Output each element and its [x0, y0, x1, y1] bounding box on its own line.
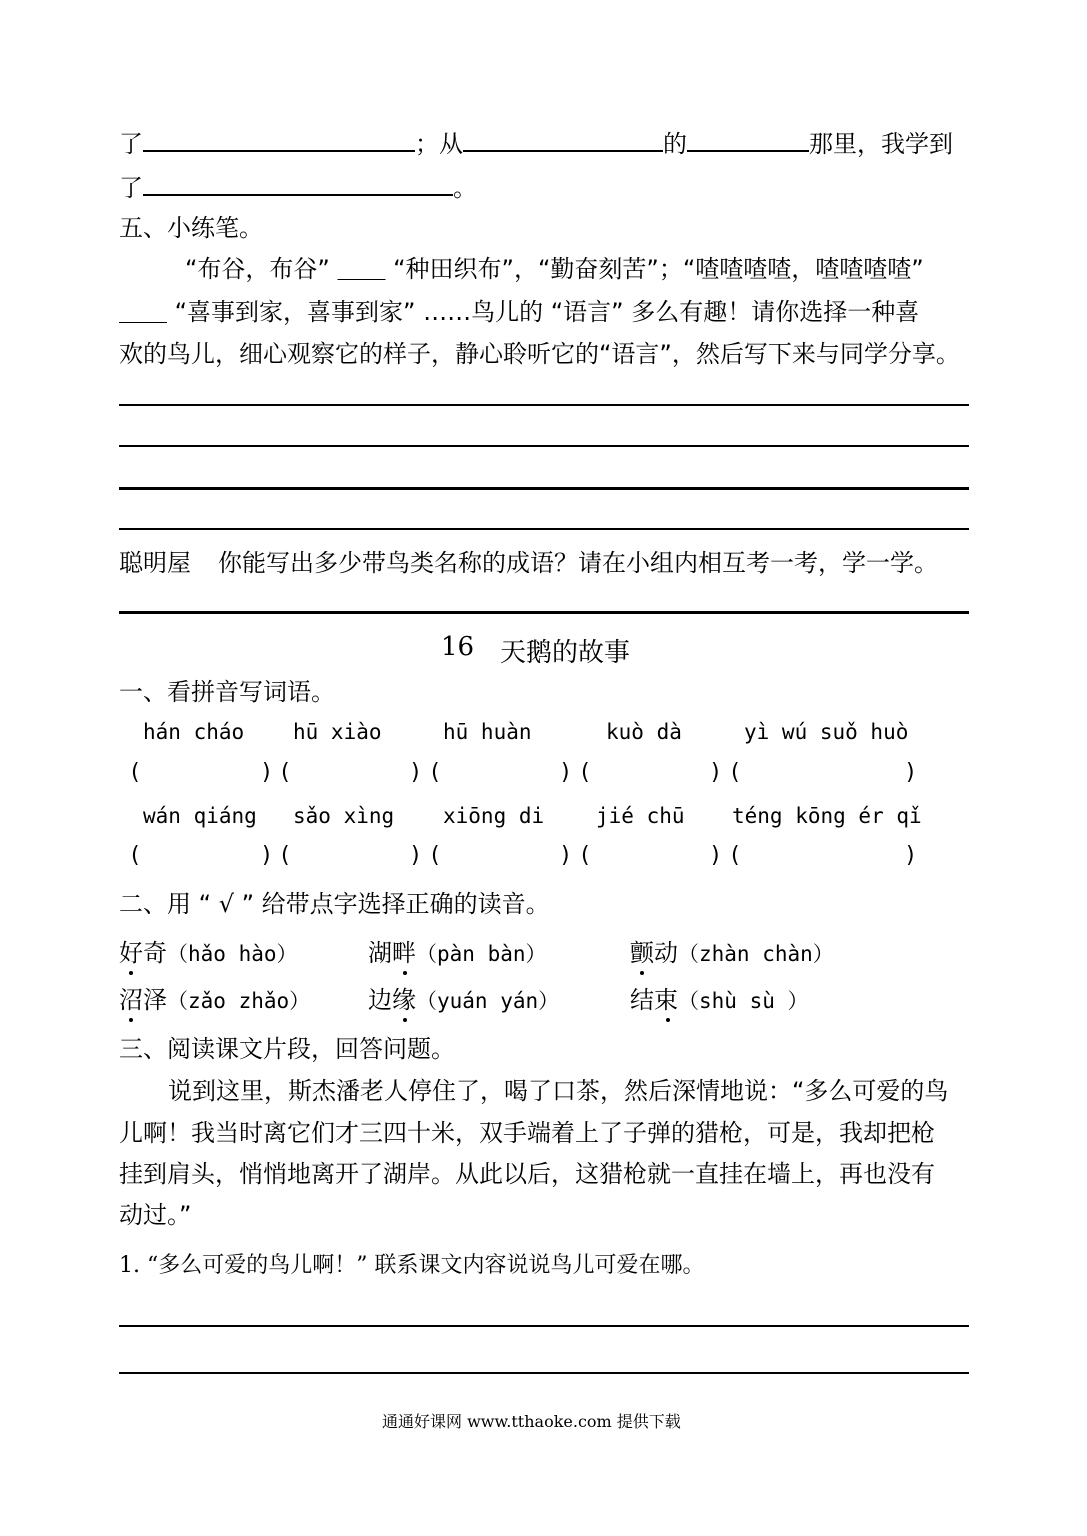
text-segment: 那里，我学到	[809, 130, 953, 158]
pinyin-item: sǎo xìng	[293, 804, 395, 828]
reading-options[interactable]: （shù sù ）	[678, 989, 809, 1013]
pinyin-item: xiōng di	[443, 804, 545, 828]
writing-line[interactable]	[119, 611, 969, 614]
text-segment: 了	[119, 130, 143, 158]
passage-line: 动过。”	[119, 1201, 192, 1229]
dotted-word: 颤动	[630, 939, 678, 967]
section5-paragraph-line-1: “布谷，布谷” ＿＿ “种田织布”，“勤奋刻苦”；“喳喳喳喳，喳喳喳喳”	[185, 255, 924, 283]
paren-close: )	[906, 760, 915, 785]
dotted-word: 结束	[630, 986, 678, 1014]
dotted-word: 湖畔	[368, 939, 416, 967]
paren-close: )	[561, 760, 570, 785]
emphasis-dot	[403, 1018, 407, 1022]
reading-options[interactable]: （yuán yán）	[416, 989, 560, 1013]
paren-open: (	[131, 760, 140, 785]
section5-heading: 五、小练笔。	[119, 214, 263, 242]
pinyin-item: hū huàn	[443, 720, 532, 744]
pronunciation-item	[368, 985, 559, 1016]
pinyin-item: wán qiáng	[143, 804, 257, 828]
footer-source: 通通好课网 www.tthaoke.com 提供下载	[382, 1412, 681, 1431]
paren-open: (	[131, 843, 140, 868]
blank-line[interactable]	[687, 128, 809, 152]
part2-heading: 二、用 “ √ ” 给带点字选择正确的读音。	[119, 890, 550, 918]
paren-open: (	[431, 843, 440, 868]
paren-close: )	[906, 843, 915, 868]
lesson-number: 16	[441, 632, 475, 662]
text-segment: ；从	[415, 130, 463, 158]
reading-options[interactable]: （pàn bàn）	[416, 942, 547, 966]
question-1: 1. “多么可爱的鸟儿啊！” 联系课文内容说说鸟儿可爱在哪。	[119, 1253, 705, 1278]
pronunciation-item	[630, 985, 809, 1016]
paren-open: (	[281, 843, 290, 868]
blank-line[interactable]	[143, 128, 415, 152]
writing-line[interactable]	[119, 1325, 969, 1327]
paren-open: (	[731, 760, 740, 785]
reading-options[interactable]: （zhàn chàn）	[678, 942, 834, 966]
passage-line: 说到这里，斯杰潘老人停住了，喝了口茶，然后深情地说：“多么可爱的鸟	[168, 1077, 949, 1105]
smart-house-label: 聪明屋	[119, 549, 191, 577]
passage-line: 挂到肩头，悄悄地离开了湖岸。从此以后，这猎枪就一直挂在墙上，再也没有	[119, 1160, 935, 1188]
dotted-word: 好奇	[119, 939, 167, 967]
emphasis-dot	[129, 971, 133, 975]
fill-line-1	[119, 128, 953, 159]
part3-heading: 三、阅读课文片段，回答问题。	[119, 1035, 455, 1063]
writing-line[interactable]	[119, 445, 969, 447]
pronunciation-item	[119, 985, 310, 1016]
writing-line[interactable]	[119, 404, 969, 406]
text-segment: 了	[119, 174, 143, 202]
dotted-word: 沼泽	[119, 986, 167, 1014]
pinyin-item: hán cháo	[143, 720, 245, 744]
dotted-word: 边缘	[368, 986, 416, 1014]
paren-open: (	[581, 760, 590, 785]
paren-close: )	[411, 760, 420, 785]
paren-open: (	[431, 760, 440, 785]
text-segment: 的	[663, 130, 687, 158]
paren-open: (	[731, 843, 740, 868]
pronunciation-item	[119, 938, 298, 969]
emphasis-dot	[129, 1018, 133, 1022]
reading-options[interactable]: （hǎo hào）	[167, 942, 298, 966]
pinyin-item: téng kōng ér qǐ	[732, 804, 922, 828]
paren-close: )	[262, 760, 271, 785]
pinyin-item: hū xiào	[293, 720, 382, 744]
paren-open: (	[281, 760, 290, 785]
part1-heading: 一、看拼音写词语。	[119, 678, 335, 706]
writing-line[interactable]	[119, 1372, 969, 1374]
pronunciation-item	[368, 938, 547, 969]
blank-line[interactable]	[463, 128, 663, 152]
emphasis-dot	[640, 971, 644, 975]
section5-paragraph-line-3: 欢的鸟儿，细心观察它的样子，静心聆听它的“语言”，然后写下来与同学分享。	[119, 340, 960, 368]
paren-close: )	[711, 760, 720, 785]
pinyin-item: yì wú suǒ huò	[744, 720, 909, 744]
pronunciation-item	[630, 938, 834, 969]
emphasis-dot	[403, 971, 407, 975]
paren-close: )	[411, 843, 420, 868]
blank-line[interactable]	[143, 172, 453, 196]
text-segment: 。	[453, 174, 477, 202]
writing-line[interactable]	[119, 487, 969, 490]
pinyin-item: jié chū	[596, 804, 685, 828]
emphasis-dot	[666, 1018, 670, 1022]
writing-line[interactable]	[119, 528, 969, 530]
pinyin-item: kuò dà	[606, 720, 682, 744]
paren-close: )	[711, 843, 720, 868]
reading-options[interactable]: （zǎo zhǎo）	[167, 989, 311, 1013]
paren-open: (	[581, 843, 590, 868]
smart-house-prompt: 你能写出多少带鸟类名称的成语？请在小组内相互考一考，学一学。	[218, 549, 938, 577]
lesson-title: 天鹅的故事	[500, 638, 631, 668]
paren-close: )	[561, 843, 570, 868]
section5-paragraph-line-2: ＿＿ “喜事到家，喜事到家” ……鸟儿的 “语言” 多么有趣！请你选择一种喜	[119, 298, 920, 326]
fill-line-2	[119, 172, 477, 203]
paren-close: )	[262, 843, 271, 868]
passage-line: 儿啊！我当时离它们才三四十米，双手端着上了子弹的猎枪，可是，我却把枪	[119, 1119, 935, 1147]
